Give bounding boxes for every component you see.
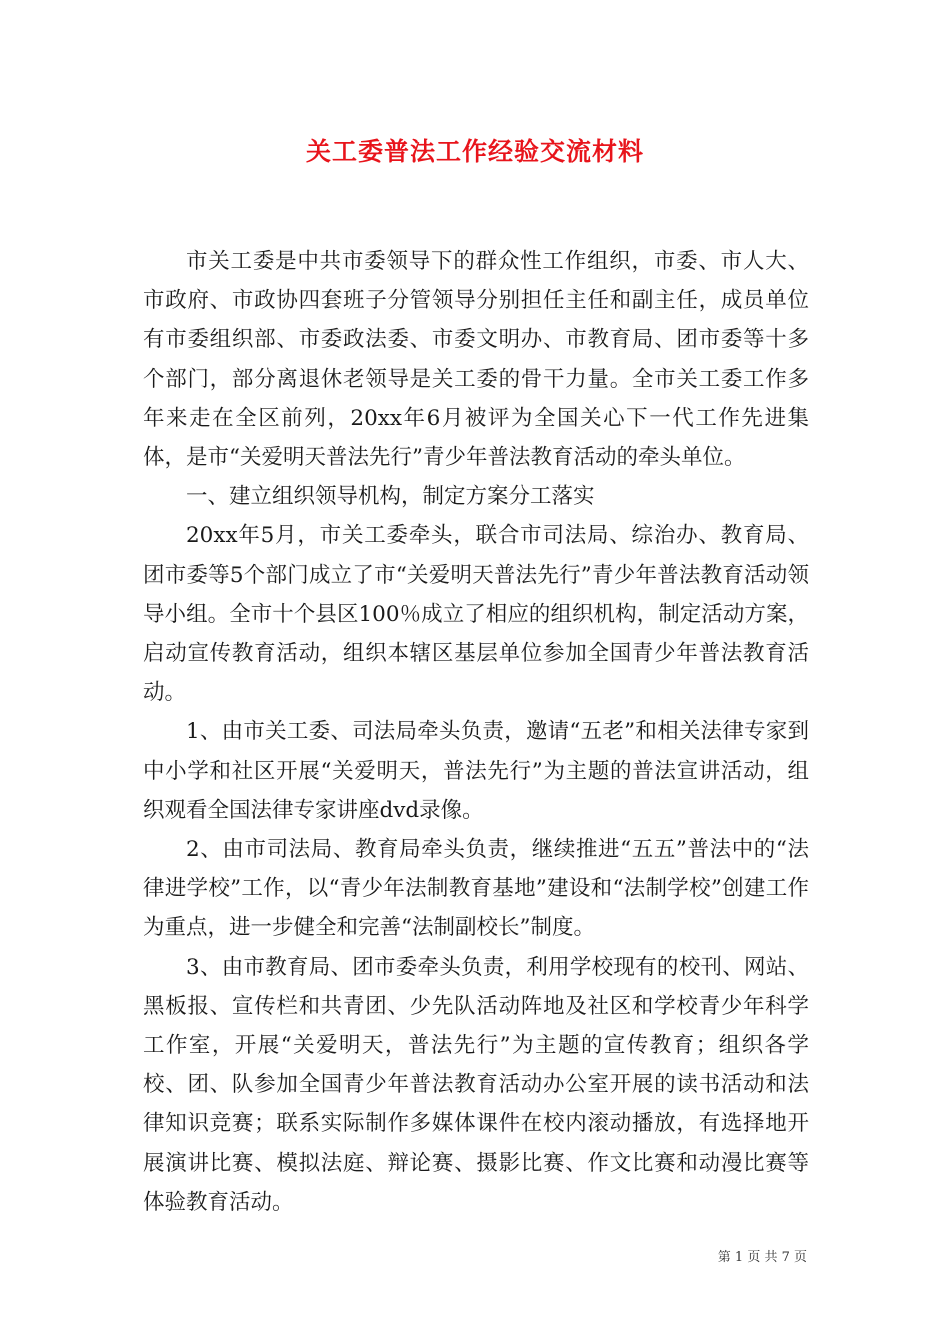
paragraph-item-3: 3、由市教育局、团市委牵头负责，利用学校现有的校刊、网站、黑板报、宣传栏和共青团、少先队活动阵地及社区和学校青少年科学工作室，开展“关爱明天，普法先行”为主题的宣传教育；组织各学校、团、队参加全国青少年普法教育活动办公室开展的读书活动和法律知识竞赛；联系实际制作多媒体课件在校内滚动播放，有选择地开展演讲比赛、模拟法庭、辩论赛、摄影比赛、作文比赛和动漫比赛等体验教育活动。 [143,954,809,1215]
section-heading-1: 一、建立组织领导机构，制定方案分工落实 [186,484,595,510]
paragraph-intro: 市关工委是中共市委领导下的群众性工作组织，市委、市人大、市政府、市政协四套班子分管领导分别担任主任和副主任，成员单位有市委组织部、市委政法委、市委文明办、市教育局、团市委等十多个部门，部分离退休老领导是关工委的骨干力量。全市关工委工作多年来走在全区前列，20xx年6月被评为全国关心下一代工作先进集体，是市“关爱明天普法先行”青少年普法教育活动的牵头单位。 [143,249,809,471]
page-number-footer: 第 1 页 共 7 页 [717,1250,807,1265]
paragraph-item-1: 1、由市关工委、司法局牵头负责，邀请“五老”和相关法律专家到中小学和社区开展“关爱明天，普法先行”为主题的普法宣讲活动，组织观看全国法律专家讲座dvd录像。 [143,719,809,823]
paragraph-item-2: 2、由市司法局、教育局牵头负责，继续推进“五五”普法中的“法律进学校”工作，以“青少年法制教育基地”建设和“法制学校”创建工作为重点，进一步健全和完善“法制副校长”制度。 [143,837,809,941]
document-body [143,242,809,1222]
document-title: 关工委普法工作经验交流材料 [305,137,644,166]
paragraph-2: 20xx年5月，市关工委牵头，联合市司法局、综治办、教育局、团市委等5个部门成立了市“关爱明天普法先行”青少年普法教育活动领导小组。全市十个县区100％成立了相应的组织机构，制定活动方案，启动宣传教育活动，组织本辖区基层单位参加全国青少年普法教育活动。 [143,523,809,706]
